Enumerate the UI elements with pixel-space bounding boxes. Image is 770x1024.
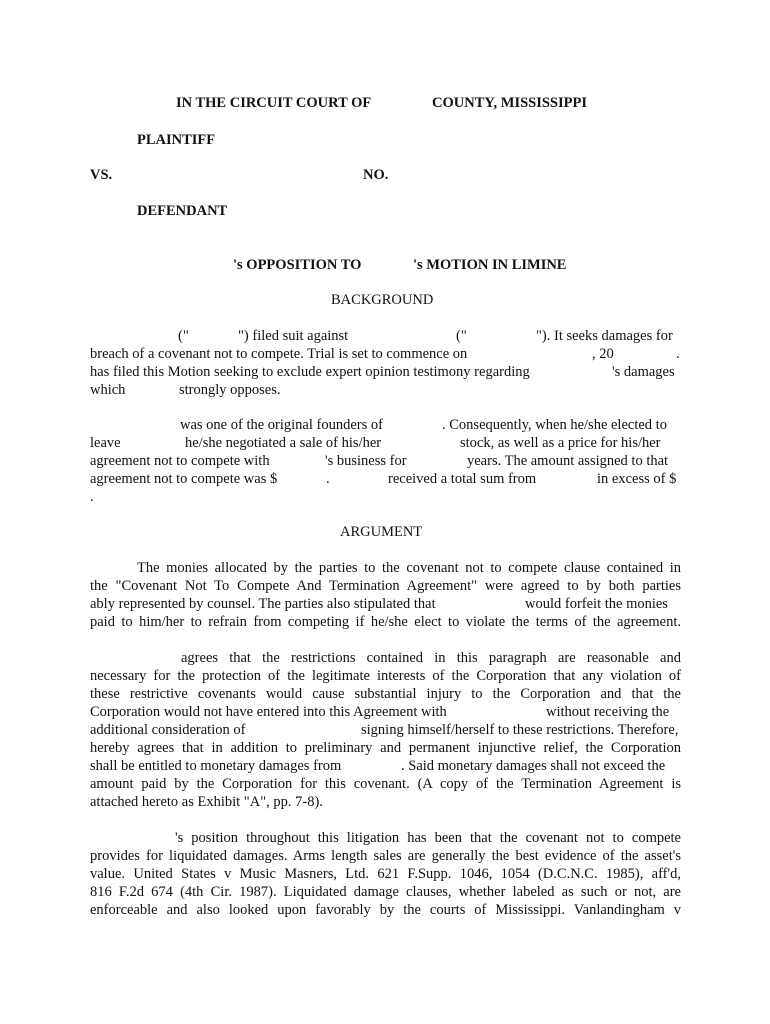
text-fragment: 's business for	[325, 453, 407, 469]
text-fragment: . Consequently, when he/she elected to	[442, 417, 667, 433]
text-fragment: he/she negotiated a sale of his/her	[185, 435, 382, 451]
text-fragment: leave	[90, 435, 121, 451]
paragraph-line: amount paid by the Corporation for this covenant. (A copy of the Termination Agreement is	[90, 776, 681, 792]
case-number-label: NO.	[363, 167, 389, 183]
text-fragment: agreement not to compete with	[90, 453, 270, 469]
paragraph-line: 's position throughout this litigation has been that the covenant not to compete	[175, 830, 681, 846]
text-fragment: would forfeit the monies	[525, 596, 668, 612]
document-title-left: 's OPPOSITION TO	[233, 257, 362, 273]
paragraph-line: provides for liquidated damages. Arms length sales are generally the best evidence of the asset's	[90, 848, 681, 864]
paragraph-line: the "Covenant Not To Compete And Termination Agreement" were agreed to by both parties	[90, 578, 681, 594]
text-fragment: .	[90, 489, 94, 505]
text-fragment: , 20	[592, 346, 614, 362]
text-fragment: without receiving the	[546, 704, 670, 720]
text-fragment: strongly opposes.	[179, 382, 281, 398]
paragraph-line: paid to him/her to refrain from competing if he/she elect to violate the terms of the agreement.	[90, 614, 681, 630]
text-fragment: breach of a covenant not to compete. Trial is set to commence on	[90, 346, 468, 362]
text-fragment: . Said monetary damages shall not exceed the	[401, 758, 666, 774]
plaintiff-label: PLAINTIFF	[137, 132, 216, 148]
text-fragment: ("	[456, 328, 467, 344]
text-fragment: which	[90, 382, 126, 398]
paragraph-line: 816 F.2d 674 (4th Cir. 1987). Liquidated damage clauses, whether labeled as such or not, are	[90, 884, 681, 900]
text-fragment: received a total sum from	[388, 471, 537, 487]
text-fragment: ably represented by counsel. The parties also stipulated that	[90, 596, 436, 612]
text-fragment: in excess of $	[597, 471, 677, 487]
text-fragment: .	[326, 471, 330, 487]
argument-heading: ARGUMENT	[340, 524, 423, 540]
vs-label: VS.	[90, 167, 113, 183]
text-fragment: .	[676, 346, 680, 362]
text-fragment: shall be entitled to monetary damages from	[90, 758, 342, 774]
text-fragment: agreement not to compete was $	[90, 471, 278, 487]
paragraph-line: The monies allocated by the parties to the covenant not to compete clause contained in	[137, 560, 681, 576]
paragraph-line: agrees that the restrictions contained in this paragraph are reasonable and	[181, 650, 681, 666]
paragraph-line: enforceable and also looked upon favorably by the courts of Mississippi. Vanlandingham v	[90, 902, 681, 918]
defendant-label: DEFENDANT	[137, 203, 228, 219]
text-fragment: ") filed suit against	[238, 328, 349, 344]
background-heading: BACKGROUND	[331, 292, 434, 308]
text-fragment: stock, as well as a price for his/her	[460, 435, 661, 451]
text-fragment: additional consideration of	[90, 722, 246, 738]
text-fragment: Corporation would not have entered into this Agreement with	[90, 704, 447, 720]
text-fragment: 's damages	[612, 364, 675, 380]
court-name-left: IN THE CIRCUIT COURT OF	[176, 95, 372, 111]
paragraph-line: necessary for the protection of the legitimate interests of the Corporation that any violation of	[90, 668, 681, 684]
text-fragment: has filed this Motion seeking to exclude expert opinion testimony regarding	[90, 364, 530, 380]
text-fragment: ("	[178, 328, 189, 344]
paragraph-line: these restrictive covenants would cause substantial injury to the Corporation and that the	[90, 686, 681, 702]
text-fragment: years. The amount assigned to that	[467, 453, 669, 469]
text-fragment: attached hereto as Exhibit "A", pp. 7-8).	[90, 794, 323, 810]
paragraph-line: hereby agrees that in addition to preliminary and permanent injunctive relief, the Corporation	[90, 740, 681, 756]
document-title-right: 's MOTION IN LIMINE	[413, 257, 567, 273]
court-county: COUNTY, MISSISSIPPI	[432, 95, 587, 111]
text-fragment: was one of the original founders of	[180, 417, 383, 433]
text-fragment: signing himself/herself to these restrictions. Therefore,	[361, 722, 679, 738]
text-fragment: "). It seeks damages for	[536, 328, 673, 344]
paragraph-line: value. United States v Music Masners, Ltd. 621 F.Supp. 1046, 1054 (D.C.N.C. 1985), aff'd,	[90, 866, 681, 882]
